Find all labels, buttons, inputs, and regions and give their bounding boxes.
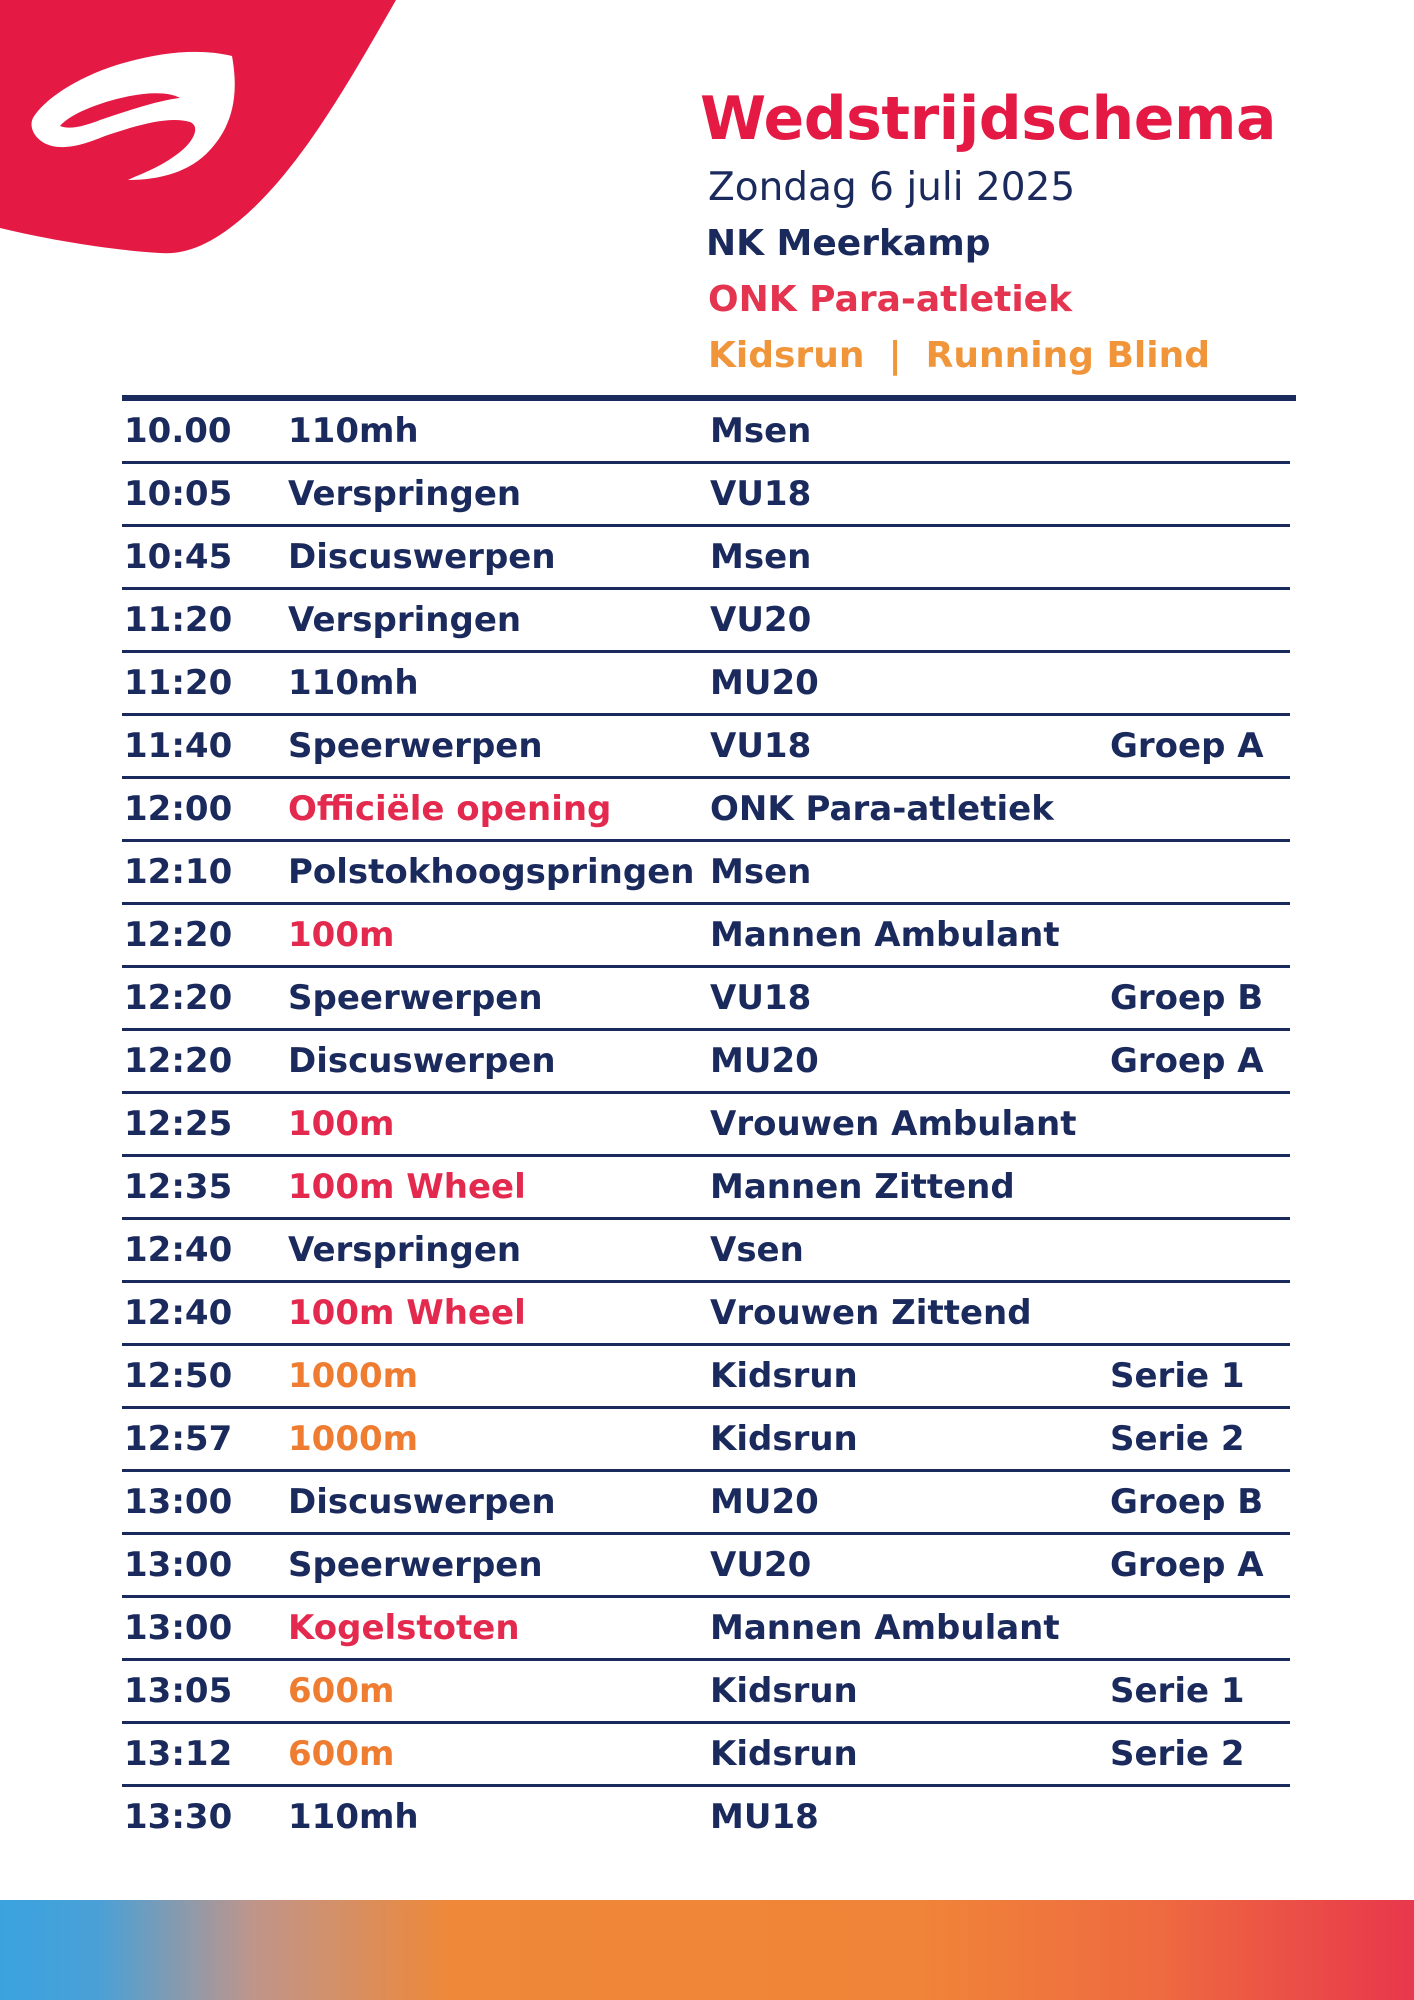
schedule-category: ONK Para-atletiek xyxy=(710,789,1054,829)
table-row xyxy=(122,653,1290,716)
schedule-time: 12:25 xyxy=(124,1104,233,1144)
table-row xyxy=(122,1787,1290,1847)
table-row xyxy=(122,905,1290,968)
schedule-time: 12:40 xyxy=(124,1293,233,1333)
schedule-time: 12:20 xyxy=(124,978,233,1018)
schedule-category: Vsen xyxy=(710,1230,804,1270)
schedule-time: 12:00 xyxy=(124,789,233,829)
schedule-time: 13:00 xyxy=(124,1608,233,1648)
table-row xyxy=(122,590,1290,653)
schedule-group: Serie 2 xyxy=(1110,1734,1245,1774)
schedule-time: 11:40 xyxy=(124,726,233,766)
schedule-category: Kidsrun xyxy=(710,1671,858,1711)
schedule-time: 13:00 xyxy=(124,1482,233,1522)
table-row xyxy=(122,1535,1290,1598)
table-row xyxy=(122,1094,1290,1157)
schedule-event: Kogelstoten xyxy=(288,1608,520,1648)
schedule-event: 100m xyxy=(288,915,395,955)
schedule-time: 12:20 xyxy=(124,915,233,955)
schedule-event: Discuswerpen xyxy=(288,537,556,577)
schedule-time: 13:12 xyxy=(124,1734,233,1774)
schedule-event: Speerwerpen xyxy=(288,726,543,766)
schedule-time: 12:20 xyxy=(124,1041,233,1081)
schedule-time: 13:05 xyxy=(124,1671,233,1711)
schedule-time: 10:45 xyxy=(124,537,233,577)
schedule-time: 12:57 xyxy=(124,1419,233,1459)
schedule-category: VU20 xyxy=(710,600,812,640)
schedule-category: Msen xyxy=(710,852,812,892)
schedule-group: Groep B xyxy=(1110,1482,1264,1522)
schedule-category: VU18 xyxy=(710,726,812,766)
schedule-time: 12:10 xyxy=(124,852,233,892)
schedule-category: Msen xyxy=(710,411,812,451)
schedule-event: 1000m xyxy=(288,1419,419,1459)
schedule-category: Kidsrun xyxy=(710,1734,858,1774)
schedule-category: Msen xyxy=(710,537,812,577)
event-name-kidsrun-running-blind xyxy=(708,328,1360,384)
table-row xyxy=(122,464,1290,527)
event-name-kidsrun: Kidsrun xyxy=(708,335,865,376)
table-row xyxy=(122,968,1290,1031)
separator: | xyxy=(888,335,902,376)
table-row xyxy=(122,1220,1290,1283)
swoosh-logo-icon xyxy=(0,0,400,260)
schedule-event: Officiële opening xyxy=(288,789,612,829)
schedule-event: Verspringen xyxy=(288,1230,522,1270)
bottom-gradient-bar xyxy=(0,1900,1414,2000)
schedule-event: 110mh xyxy=(288,411,419,451)
header xyxy=(700,78,1360,384)
schedule-category: Mannen Ambulant xyxy=(710,915,1060,955)
schedule-time: 11:20 xyxy=(124,663,233,703)
schedule-group: Groep A xyxy=(1110,1545,1264,1585)
schedule-event: Speerwerpen xyxy=(288,978,543,1018)
table-row xyxy=(122,1472,1290,1535)
schedule-time: 13:30 xyxy=(124,1797,233,1837)
table-row xyxy=(122,1409,1290,1472)
schedule-time: 12:35 xyxy=(124,1167,233,1207)
table-row xyxy=(122,401,1290,464)
schedule-event: Polstokhoogspringen xyxy=(288,852,695,892)
schedule-group: Serie 1 xyxy=(1110,1671,1245,1711)
schedule-group: Groep A xyxy=(1110,1041,1264,1081)
schedule-category: MU20 xyxy=(710,1041,819,1081)
schedule-category: Mannen Ambulant xyxy=(710,1608,1060,1648)
schedule-category: VU18 xyxy=(710,474,812,514)
schedule-time: 13:00 xyxy=(124,1545,233,1585)
table-row xyxy=(122,1724,1290,1787)
schedule-category: MU20 xyxy=(710,663,819,703)
event-name-onk-para: ONK Para-atletiek xyxy=(708,279,1073,320)
schedule-event: 600m xyxy=(288,1734,395,1774)
schedule-time: 10.00 xyxy=(124,411,232,451)
table-row xyxy=(122,842,1290,905)
schedule-time: 12:40 xyxy=(124,1230,233,1270)
schedule-category: VU18 xyxy=(710,978,812,1018)
schedule-category: Mannen Zittend xyxy=(710,1167,1015,1207)
schedule-event: Discuswerpen xyxy=(288,1482,556,1522)
table-row xyxy=(122,527,1290,590)
schedule-event: 600m xyxy=(288,1671,395,1711)
schedule-category: MU20 xyxy=(710,1482,819,1522)
schedule-category: VU20 xyxy=(710,1545,812,1585)
event-date: Zondag 6 juli 2025 xyxy=(708,165,1076,210)
schedule-category: Kidsrun xyxy=(710,1356,858,1396)
schedule-category: Kidsrun xyxy=(710,1419,858,1459)
schedule-group: Serie 1 xyxy=(1110,1356,1245,1396)
table-row xyxy=(122,1031,1290,1094)
schedule-group: Groep B xyxy=(1110,978,1264,1018)
schedule-time: 12:50 xyxy=(124,1356,233,1396)
schedule-category: MU18 xyxy=(710,1797,819,1837)
schedule-event: Speerwerpen xyxy=(288,1545,543,1585)
table-row xyxy=(122,1157,1290,1220)
table-row xyxy=(122,1661,1290,1724)
table-row xyxy=(122,716,1290,779)
schedule-group: Serie 2 xyxy=(1110,1419,1245,1459)
table-row xyxy=(122,1346,1290,1409)
page-title: Wedstrijdschema xyxy=(700,84,1276,154)
schedule-event: 110mh xyxy=(288,1797,419,1837)
schedule-category: Vrouwen Zittend xyxy=(710,1293,1032,1333)
table-row xyxy=(122,779,1290,842)
schedule-event: 100m xyxy=(288,1104,395,1144)
schedule-group: Groep A xyxy=(1110,726,1264,766)
schedule-time: 11:20 xyxy=(124,600,233,640)
schedule-event: Verspringen xyxy=(288,600,522,640)
schedule-category: Vrouwen Ambulant xyxy=(710,1104,1077,1144)
event-name-running-blind: Running Blind xyxy=(925,335,1211,376)
schedule-event: Verspringen xyxy=(288,474,522,514)
table-row xyxy=(122,1598,1290,1661)
schedule-time: 10:05 xyxy=(124,474,233,514)
table-row xyxy=(122,1283,1290,1346)
schedule-event: 100m Wheel xyxy=(288,1293,526,1333)
schedule-table xyxy=(122,401,1290,1847)
schedule-event: 100m Wheel xyxy=(288,1167,526,1207)
schedule-event: 110mh xyxy=(288,663,419,703)
schedule-event: Discuswerpen xyxy=(288,1041,556,1081)
event-name-nk-meerkamp: NK Meerkamp xyxy=(706,223,991,264)
schedule-event: 1000m xyxy=(288,1356,419,1396)
